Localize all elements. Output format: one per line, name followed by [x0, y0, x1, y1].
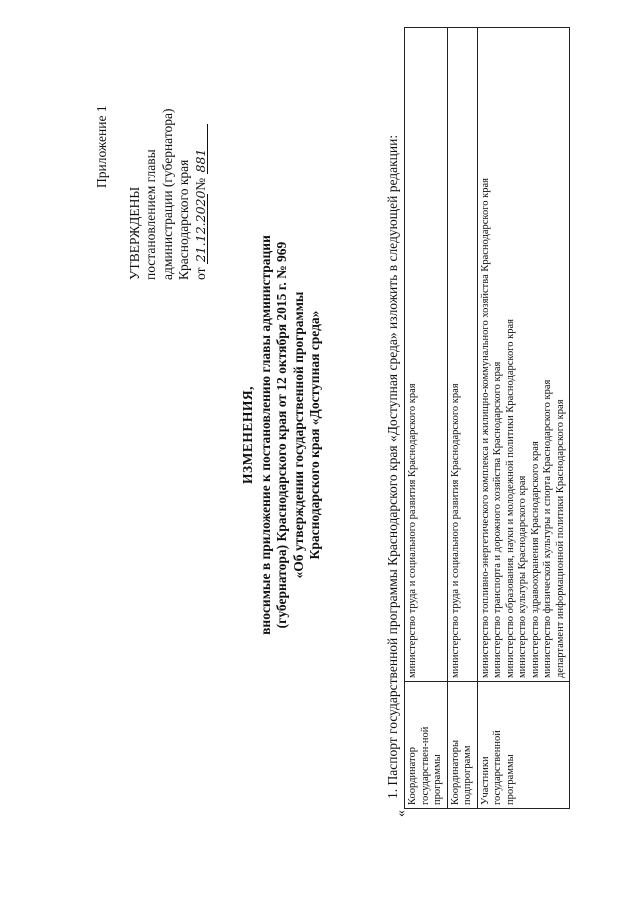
row-label: Участники государственной программы [477, 682, 570, 809]
list-item: министерство культуры Краснодарского края [517, 475, 528, 678]
handwritten-number: 881 [194, 125, 208, 175]
number-label: № [192, 177, 208, 191]
row-label: Координаторы подпрограмм [447, 682, 477, 809]
list-item: министерство транспорта и дорожного хозяйства Краснодарского края [492, 361, 503, 678]
handwritten-date: 21.12.2020 [192, 190, 208, 263]
list-item: министерство труда и социального развития Краснодарского края [449, 383, 461, 678]
opening-quote-mark: « [394, 810, 409, 817]
approval-line-3: Краснодарского края [176, 159, 191, 280]
intro-paragraph: 1. Паспорт государственной программы Краснодарского края «Доступная среда» изложить в следующей редакции: [385, 134, 400, 799]
title-line-2: (губернатора) Краснодарского края от 12 октября 2015 г. № 969 [274, 241, 289, 629]
list-item: министерство труда и социального развития Краснодарского края [407, 383, 418, 678]
approval-block [94, 40, 209, 280]
list-item: министерство топливно-энергетического комплекса и жилищно-коммунального хозяйства Краснодарского края [479, 177, 491, 678]
approval-line-1: постановлением главы [143, 149, 158, 280]
title-heading: ИЗМЕНЕНИЯ, [240, 386, 255, 485]
from-label: от [192, 267, 208, 280]
approval-date-row [193, 40, 210, 280]
appendix-label: Приложение 1 [94, 105, 109, 188]
list-item: министерство физической культуры и спорта Краснодарского края [542, 379, 553, 678]
table-row [405, 28, 448, 809]
row-value [447, 28, 477, 682]
program-passport-table [404, 27, 570, 809]
title-line-3: «Об утверждении государственной программы [290, 291, 306, 579]
list-item: министерство здравоохранения Краснодарского края [529, 441, 541, 678]
approval-line-2: администрации (губернатора) [159, 108, 175, 280]
title-line-1: вносимые в приложение к постановлению главы администрации [257, 235, 273, 635]
approved-heading: УТВЕРЖДЕНЫ [126, 186, 142, 280]
list-item: министерство образования, науки и молодежной политики Краснодарского края [504, 319, 516, 678]
row-value [405, 28, 448, 682]
document-title [240, 125, 324, 745]
table-row [447, 28, 477, 809]
title-line-4: Краснодарского края «Доступная среда» [307, 310, 322, 560]
row-label: Координатор государствен-ной программы [405, 682, 448, 809]
row-value [477, 28, 570, 682]
list-item: департамент информационной политики Краснодарского края [554, 399, 566, 678]
table-row [477, 28, 570, 809]
